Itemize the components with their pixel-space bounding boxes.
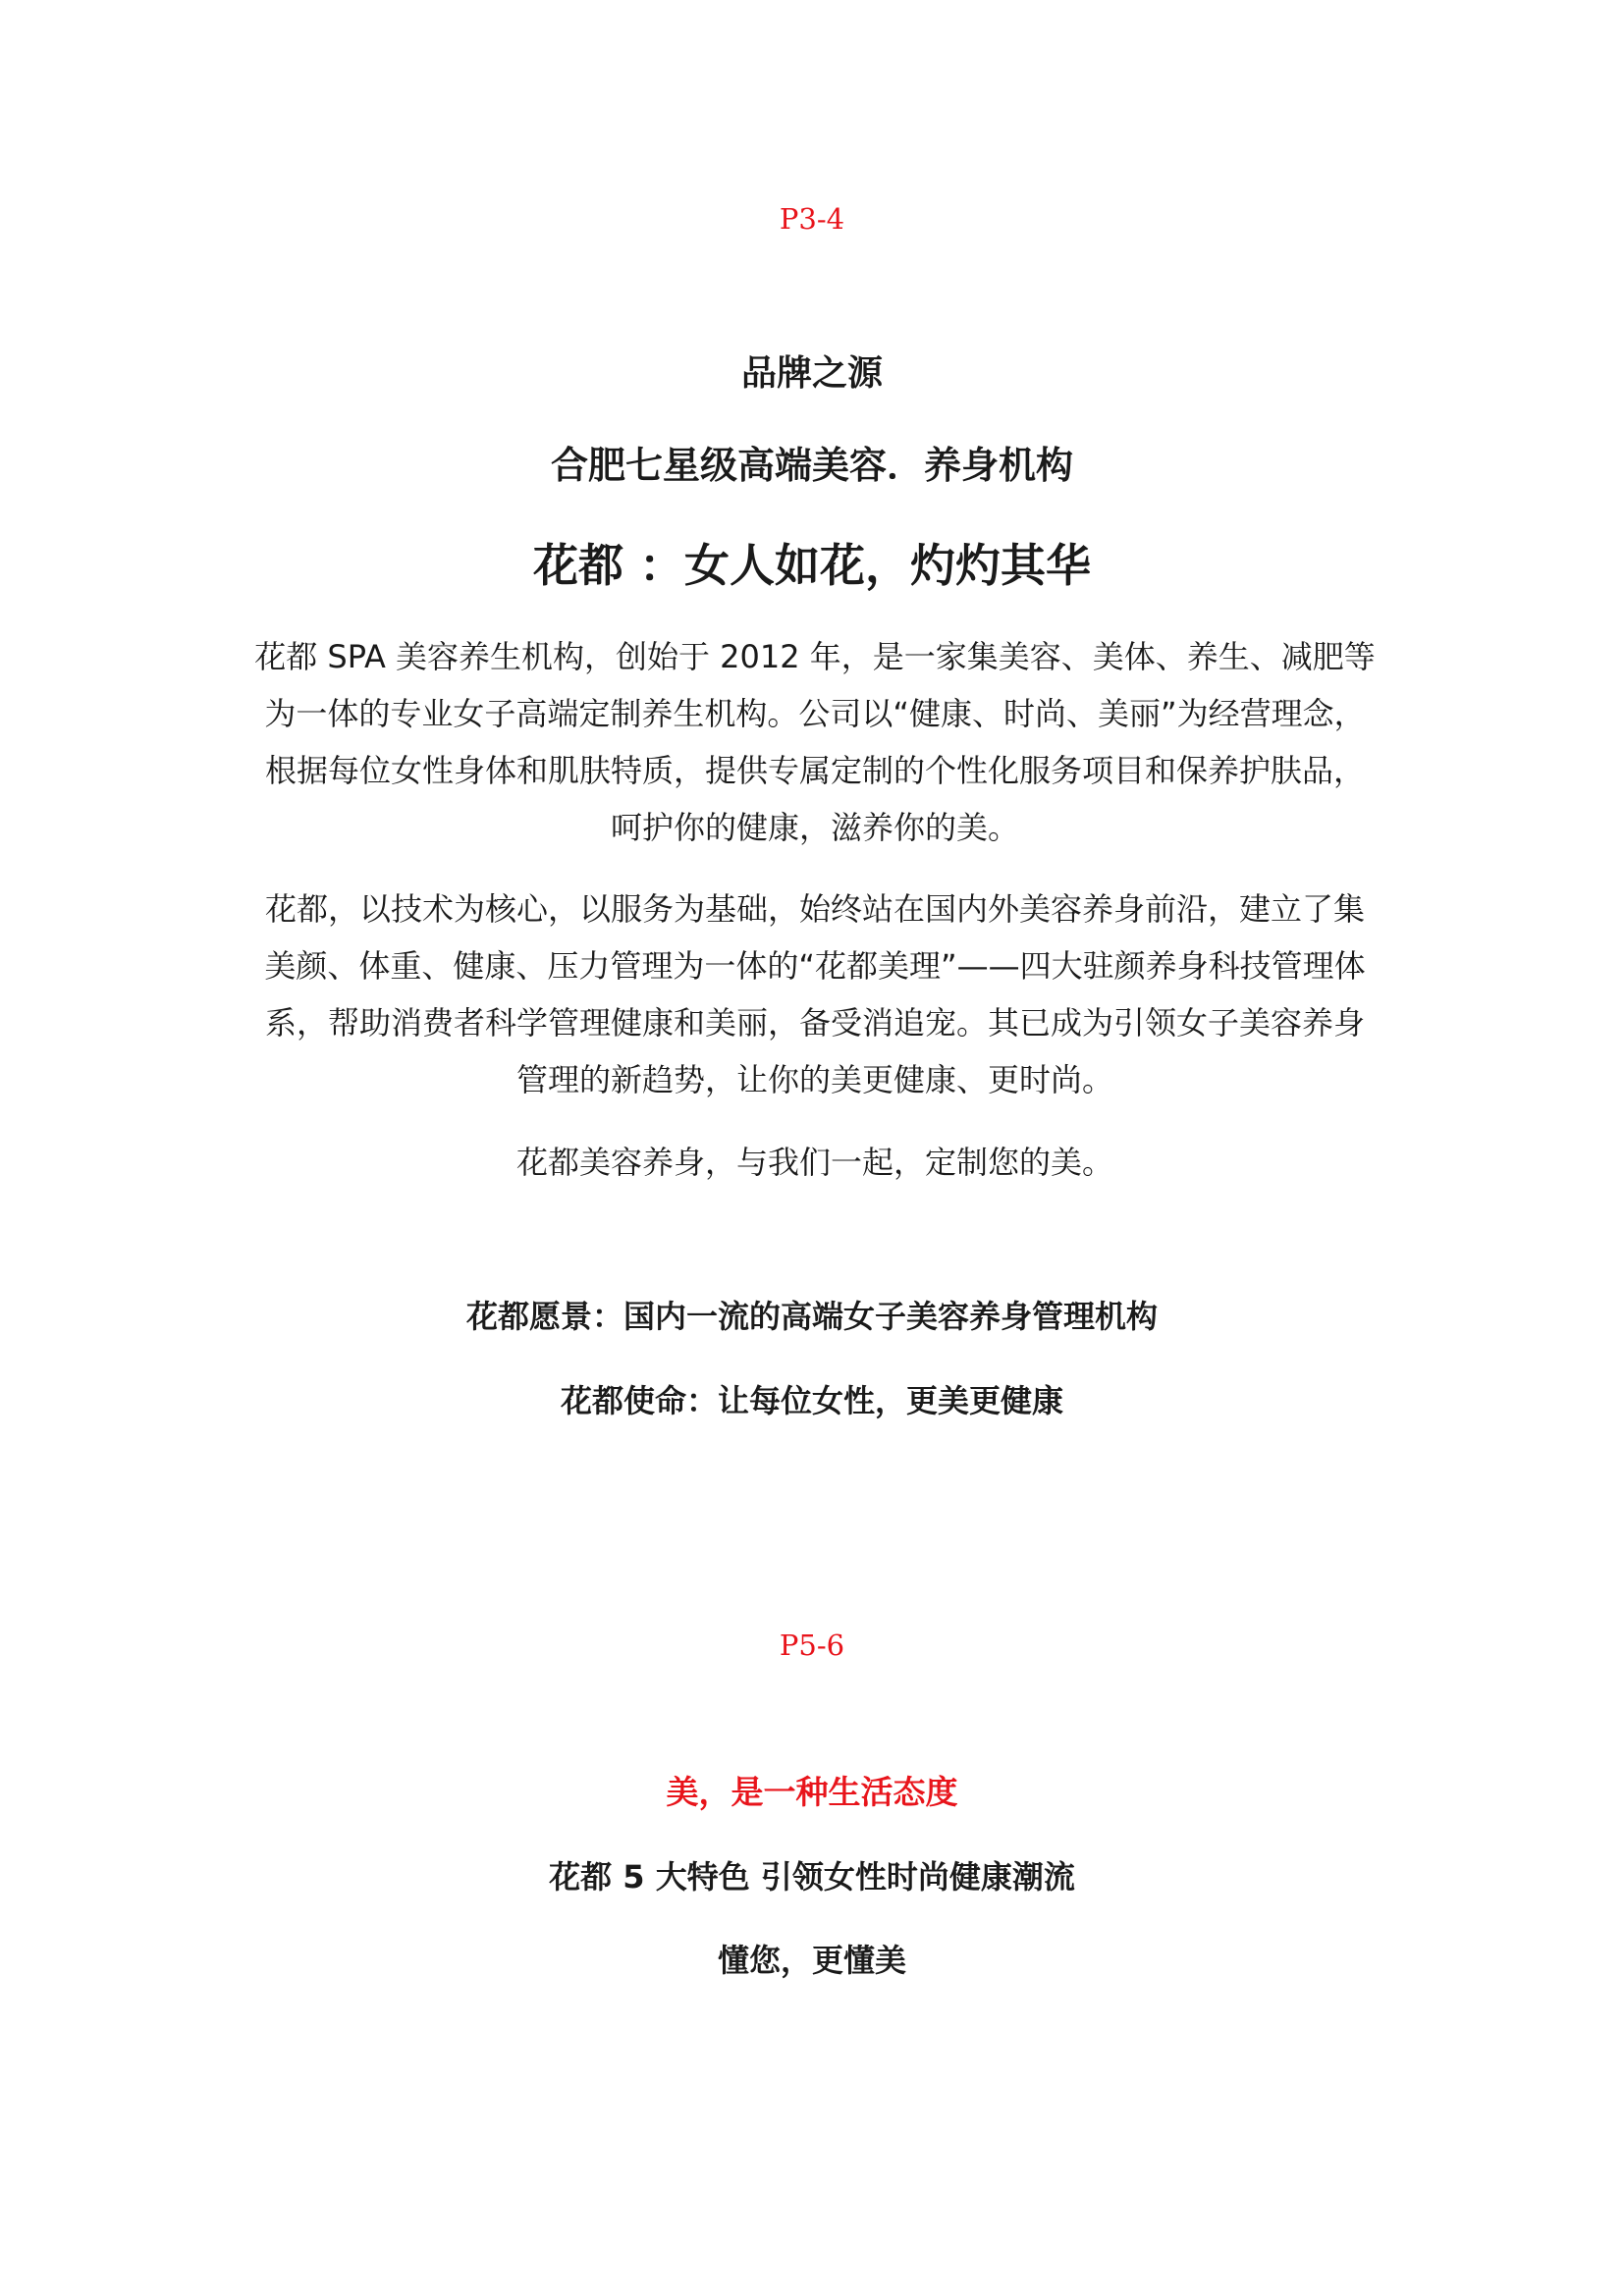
institution-subheading: 合肥七星级高端美容．养身机构: [550, 444, 1073, 487]
page-marker-p5-6: P5-6: [779, 1629, 845, 1662]
features-heading: 花都 5 大特色 引领女性时尚健康潮流: [549, 1858, 1075, 1896]
brand-origin-heading: 品牌之源: [740, 353, 883, 394]
page-marker-p3-4: P3-4: [779, 202, 845, 236]
vision-statement: 花都愿景：国内一流的高端女子美容养身管理机构: [465, 1298, 1158, 1335]
tagline: 懂您，更懂美: [717, 1942, 906, 1979]
mission-statement: 花都使命：让每位女性，更美更健康: [560, 1382, 1063, 1419]
philosophy-paragraph: 花都，以技术为核心，以服务为基础，始终站在国内外美容养身前沿，建立了集美颜、体重、健康、压力管理为一体的“花都美理”——四大驻颜养身科技管理体系，帮助消费者科学管理健康和美丽，备受消追宠。其已成为引领女子美容养身管理的新趋势，让你的美更健康、更时尚。: [264, 890, 1366, 1098]
intro-paragraph: 花都 SPA 美容养生机构，创始于 2012 年，是一家集美容、美体、养生、减肥等为一体的专业女子高端定制养生机构。公司以“健康、时尚、美丽”为经营理念，根据每位女性身体和肌肤特质，提供专属定制的个性化服务项目和保养护肤品，呵护你的健康，滋养你的美。: [254, 638, 1376, 846]
lifestyle-heading: 美，是一种生活态度: [666, 1773, 958, 1811]
brand-slogan: 花都 ：女人如花，灼灼其华: [532, 539, 1091, 592]
closing-paragraph: 花都美容养身，与我们一起，定制您的美。: [515, 1144, 1113, 1181]
